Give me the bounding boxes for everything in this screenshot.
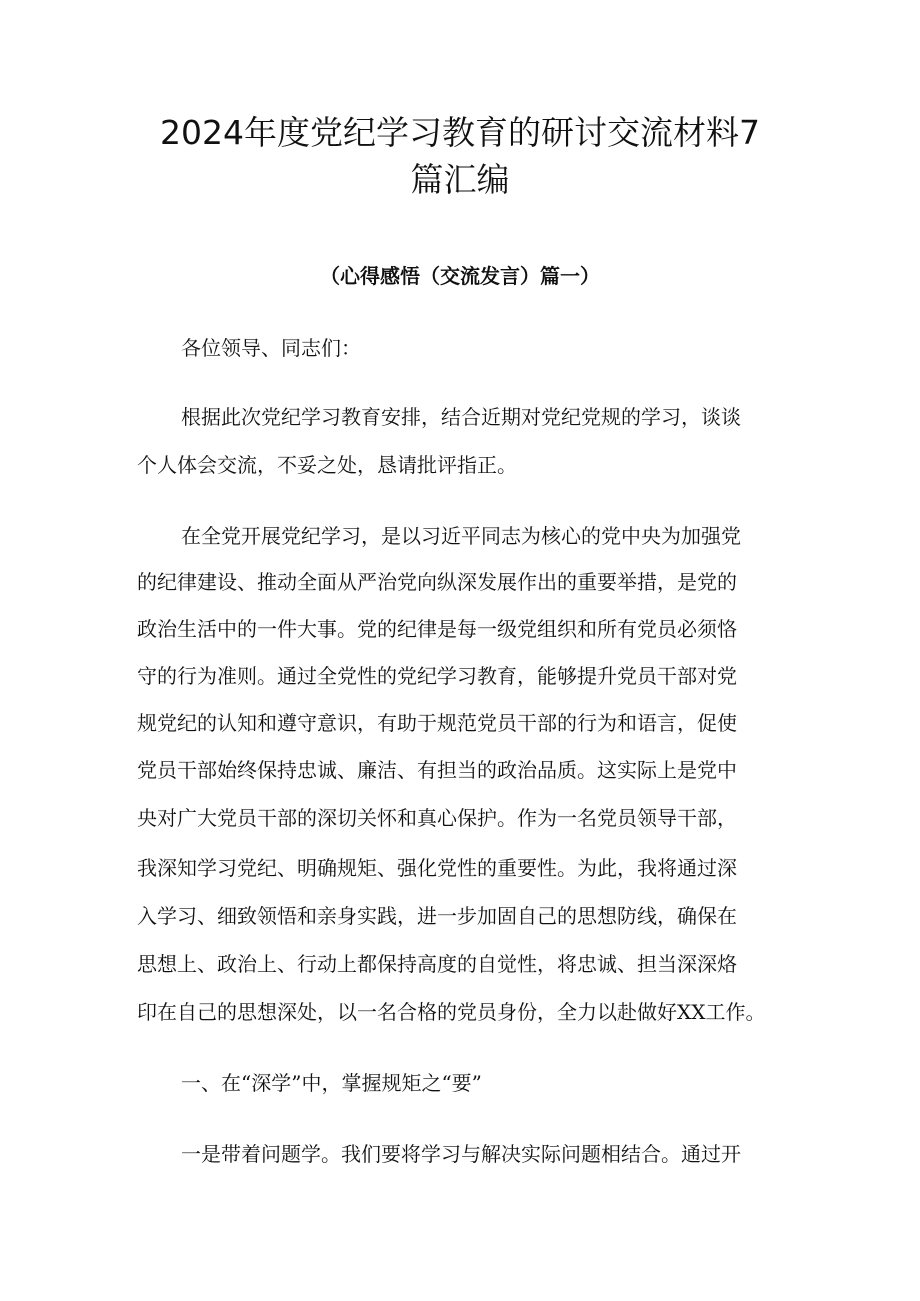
paragraph-2-line: 政治生活中的一件大事。党的纪律是每一级党组织和所有党员必须恪 — [137, 617, 737, 641]
document-title-line-1: 2024年度党纪学习教育的研讨交流材料7 — [160, 113, 760, 152]
paragraph-2-line: 守的行为准则。通过全党性的党纪学习教育，能够提升党员干部对党 — [137, 664, 737, 688]
paragraph-2-line: 我深知学习党纪、明确规矩、强化党性的重要性。为此，我将通过深 — [137, 856, 737, 880]
paragraph-2-line: 在全党开展党纪学习，是以习近平同志为核心的党中央为加强党 — [181, 524, 741, 548]
paragraph-3-line: 一是带着问题学。我们要将学习与解决实际问题相结合。通过开 — [181, 1142, 741, 1166]
section-subtitle: （心得感悟（交流发言）篇一） — [320, 264, 600, 288]
paragraph-2-line: 的纪律建设、推动全面从严治党向纵深发展作出的重要举措，是党的 — [137, 570, 737, 594]
paragraph-2-line: 规党纪的认知和遵守意识，有助于规范党员干部的行为和语言，促使 — [137, 711, 737, 735]
salutation: 各位领导、同志们： — [181, 336, 361, 360]
document-title-line-2: 篇汇编 — [410, 160, 510, 199]
paragraph-2-line: 入学习、细致领悟和亲身实践，进一步加固自己的思想防线，确保在 — [137, 904, 737, 928]
section-heading: 一、在“深学”中，掌握规矩之“要” — [181, 1071, 482, 1095]
paragraph-2-line: 印在自己的思想深处，以一名合格的党员身份，全力以赴做好XX工作。 — [137, 1000, 766, 1024]
paragraph-1-line: 根据此次党纪学习教育安排，结合近期对党纪党规的学习，谈谈 — [181, 405, 741, 429]
paragraph-2-line: 思想上、政治上、行动上都保持高度的自觉性，将忠诚、担当深深烙 — [137, 952, 737, 976]
paragraph-2-line: 党员干部始终保持忠诚、廉洁、有担当的政治品质。这实际上是党中 — [137, 758, 737, 782]
paragraph-2-line: 央对广大党员干部的深切关怀和真心保护。作为一名党员领导干部， — [137, 806, 737, 830]
paragraph-1-line: 个人体会交流，不妥之处，恳请批评指正。 — [137, 453, 517, 477]
